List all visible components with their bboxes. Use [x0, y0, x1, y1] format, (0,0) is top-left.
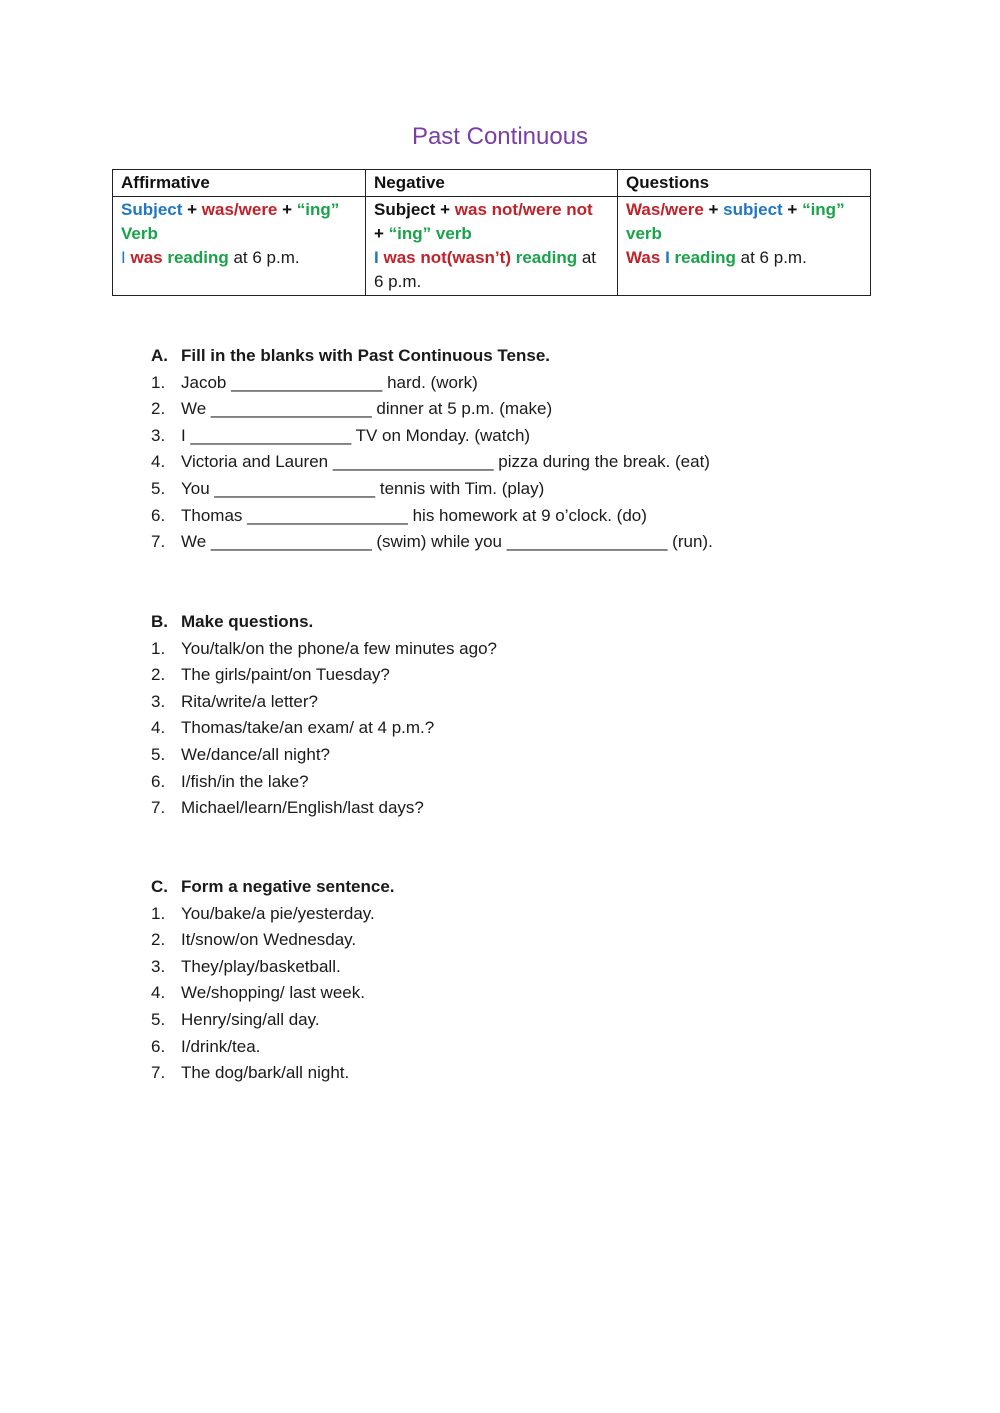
item-number: 2.	[151, 399, 166, 419]
item-text: You/talk/on the phone/a few minutes ago?	[181, 638, 497, 658]
list-item	[151, 769, 497, 796]
section-letter: C.	[151, 877, 168, 896]
item-number: 7.	[151, 798, 166, 818]
item-number: 1.	[151, 372, 166, 392]
list-item	[151, 476, 713, 503]
item-text: Thomas _________________ his homework at 9 o’clock. (do)	[181, 505, 647, 525]
list-item	[151, 423, 713, 450]
item-number: 3.	[151, 691, 166, 711]
list-item	[151, 1007, 395, 1034]
item-text: Michael/learn/English/last days?	[181, 798, 424, 818]
list-item	[151, 449, 713, 476]
formula-subject-plus: Subject +	[374, 200, 455, 219]
negative-formula	[374, 198, 609, 222]
list-item	[151, 370, 713, 397]
item-number: 4.	[151, 983, 166, 1003]
example-ing-verb: reading	[167, 248, 229, 267]
item-number: 7.	[151, 532, 166, 552]
section-c	[151, 874, 395, 1087]
item-text: We _________________ dinner at 5 p.m. (make)	[181, 399, 553, 419]
list-item	[151, 1060, 395, 1087]
table-header-row	[113, 170, 871, 197]
item-text: It/snow/on Wednesday.	[181, 930, 357, 950]
item-text: Henry/sing/all day.	[181, 1009, 320, 1029]
item-text: We/dance/all night?	[181, 744, 331, 764]
item-text: We/shopping/ last week.	[181, 983, 365, 1003]
example-ing-verb: reading	[515, 248, 578, 267]
example-at: at	[577, 248, 597, 267]
item-number: 1.	[151, 903, 166, 923]
list-item	[151, 689, 497, 716]
item-text: We _________________ (swim) while you _________________ (run).	[181, 532, 713, 552]
list-item	[151, 662, 497, 689]
list-item	[151, 742, 497, 769]
header-negative: Negative	[366, 170, 618, 197]
item-number: 5.	[151, 1009, 166, 1029]
page-title: Past Continuous	[411, 123, 589, 150]
grammar-table	[112, 169, 871, 296]
formula-ing: “ing”	[296, 200, 340, 219]
formula-was-were: Was/were	[626, 200, 704, 219]
list-item	[151, 980, 395, 1007]
item-number: 1.	[151, 638, 166, 658]
questions-formula	[626, 198, 862, 222]
formula-was-not: was not/were not	[454, 200, 593, 219]
negative-formula-line2	[374, 222, 609, 246]
affirmative-formula	[121, 198, 357, 222]
questions-cell	[618, 197, 871, 296]
table-row	[113, 197, 871, 296]
section-letter: B.	[151, 612, 168, 631]
formula-plus: +	[182, 200, 202, 219]
example-rest: at 6 p.m.	[735, 248, 807, 267]
formula-plus: +	[374, 224, 389, 243]
item-text: I/drink/tea.	[181, 1036, 261, 1056]
example-subject: I	[665, 248, 670, 267]
item-number: 6.	[151, 505, 166, 525]
item-text: The girls/paint/on Tuesday?	[181, 665, 390, 685]
list-item	[151, 636, 497, 663]
item-number: 5.	[151, 744, 166, 764]
item-text: You _________________ tennis with Tim. (play)	[181, 478, 545, 498]
example-be-not: was not(wasn’t)	[383, 248, 511, 267]
list-item	[151, 927, 395, 954]
item-number: 3.	[151, 425, 166, 445]
formula-verb: verb	[626, 224, 662, 243]
list-item	[151, 396, 713, 423]
section-heading	[151, 343, 713, 370]
list-item	[151, 715, 497, 742]
affirmative-cell	[113, 197, 366, 296]
list-item	[151, 954, 395, 981]
formula-plus: +	[703, 200, 724, 219]
item-text: Rita/write/a letter?	[181, 691, 318, 711]
item-number: 5.	[151, 478, 166, 498]
formula-subject: Subject	[121, 200, 183, 219]
list-item	[151, 529, 713, 556]
item-text: Thomas/take/an exam/ at 4 p.m.?	[181, 718, 435, 738]
item-number: 2.	[151, 930, 166, 950]
header-affirmative: Affirmative	[113, 170, 366, 197]
item-text: Victoria and Lauren _________________ pizza during the break. (eat)	[181, 452, 710, 472]
item-number: 6.	[151, 771, 166, 791]
section-title: Make questions.	[181, 612, 314, 631]
negative-example-time: 6 p.m.	[374, 272, 422, 291]
negative-cell	[366, 197, 618, 296]
item-text: Jacob ________________ hard. (work)	[181, 372, 478, 392]
formula-plus: +	[277, 200, 297, 219]
formula-plus: +	[782, 200, 803, 219]
example-be: Was	[626, 248, 661, 267]
formula-ing-verb: “ing” verb	[388, 224, 472, 243]
affirmative-example	[121, 246, 357, 270]
header-questions: Questions	[618, 170, 871, 197]
questions-example	[626, 246, 862, 270]
item-number: 2.	[151, 665, 166, 685]
list-item	[151, 503, 713, 530]
section-a	[151, 343, 713, 556]
item-text: The dog/bark/all night.	[181, 1063, 350, 1083]
item-number: 4.	[151, 452, 166, 472]
list-item	[151, 795, 497, 822]
example-subject: I	[121, 248, 126, 267]
section-heading	[151, 609, 497, 636]
formula-ing: “ing”	[802, 200, 845, 219]
item-number: 3.	[151, 956, 166, 976]
item-text: I _________________ TV on Monday. (watch)	[181, 425, 531, 445]
item-text: They/play/basketball.	[181, 956, 341, 976]
negative-example	[374, 246, 609, 270]
section-b	[151, 609, 497, 822]
list-item	[151, 901, 395, 928]
item-number: 4.	[151, 718, 166, 738]
item-number: 6.	[151, 1036, 166, 1056]
item-text: You/bake/a pie/yesterday.	[181, 903, 375, 923]
example-rest: at 6 p.m.	[228, 248, 300, 267]
example-subject: I	[374, 248, 379, 267]
example-ing-verb: reading	[674, 248, 736, 267]
section-letter: A.	[151, 346, 168, 365]
section-title: Form a negative sentence.	[181, 877, 395, 896]
formula-subject: subject	[723, 200, 783, 219]
item-text: I/fish/in the lake?	[181, 771, 309, 791]
section-title: Fill in the blanks with Past Continuous Tense.	[181, 346, 550, 365]
formula-was-were: was/were	[201, 200, 278, 219]
list-item	[151, 1034, 395, 1061]
example-be: was	[130, 248, 163, 267]
item-number: 7.	[151, 1063, 166, 1083]
section-heading	[151, 874, 395, 901]
formula-verb: Verb	[121, 224, 158, 243]
